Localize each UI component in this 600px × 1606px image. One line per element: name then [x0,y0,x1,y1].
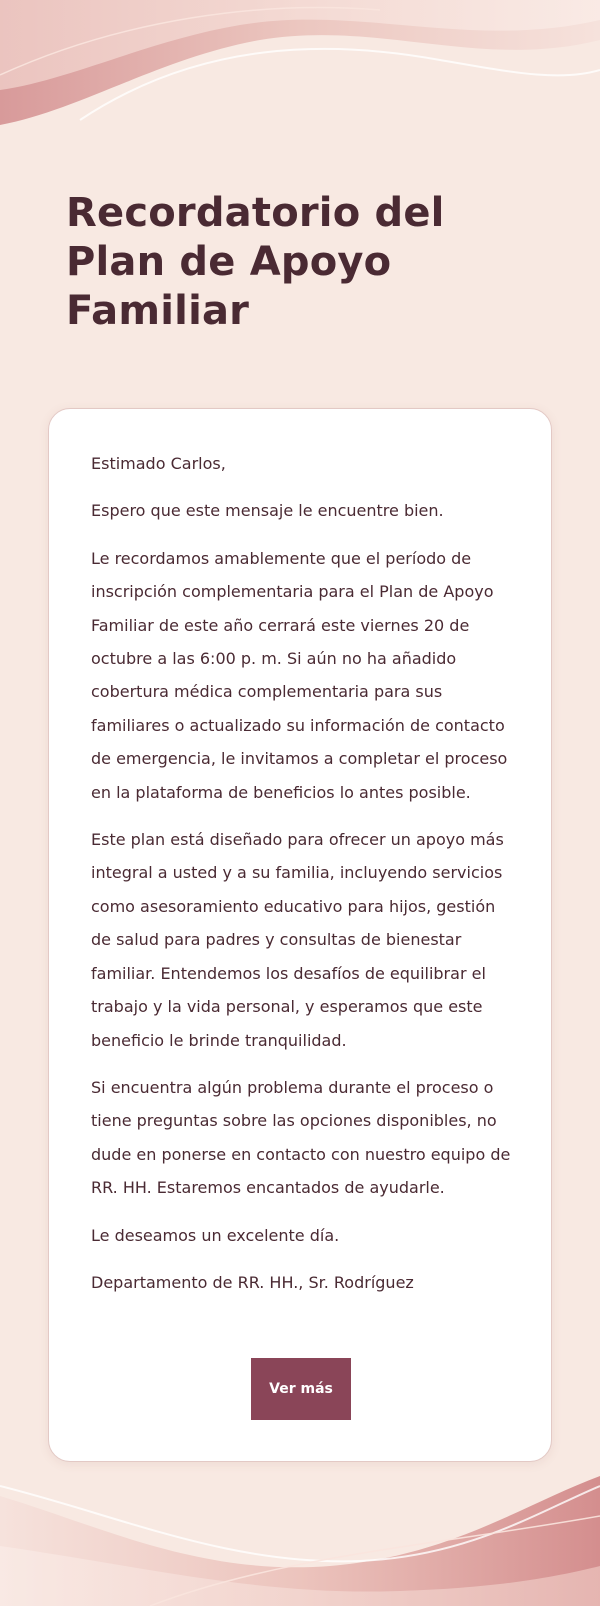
paragraph-plan: Este plan está diseñado para ofrecer un apoyo más integral a usted y a su familia, incluyendo servicios como asesoramiento educativo para hijos, gestión de salud para padres y consultas de bienestar familiar. Entendemos los desafíos de equilibrar el trabajo y la vida personal, y esperamos que este beneficio le brinde tranquilidad. [91,830,504,1050]
message-card [48,408,552,1462]
paragraph-intro: Espero que este mensaje le encuentre bien. [91,501,444,521]
message-body [91,447,513,1313]
decorative-waves-bottom [0,1456,600,1606]
greeting: Estimado Carlos, [91,454,226,473]
paragraph-reminder: Le recordamos amablemente que el período de inscripción complementaria para el Plan de Apoyo Familiar de este año cerrará este viernes 20 de octubre a las 6:00 p. m. Si aún no ha añadido cobertura médica complementaria para sus familiares o actualizado su información de contacto de emergencia, le invitamos a completar el proceso en la plataforma de beneficios lo antes posible. [91,548,508,802]
signature: Departamento de RR. HH., Sr. Rodríguez [91,1272,414,1292]
decorative-waves-top [0,0,600,160]
paragraph-contact: Si encuentra algún problema durante el proceso o tiene preguntas sobre las opciones disponibles, no dude en ponerse en contacto con nuestro equipo de RR. HH. Estaremos encantados de ayudarle. [91,1077,511,1198]
page-title: Recordatorio del Plan de Apoyo Familiar [66,190,445,334]
paragraph-closing: Le deseamos un excelente día. [91,1225,340,1245]
see-more-button[interactable]: Ver más [251,1358,351,1420]
